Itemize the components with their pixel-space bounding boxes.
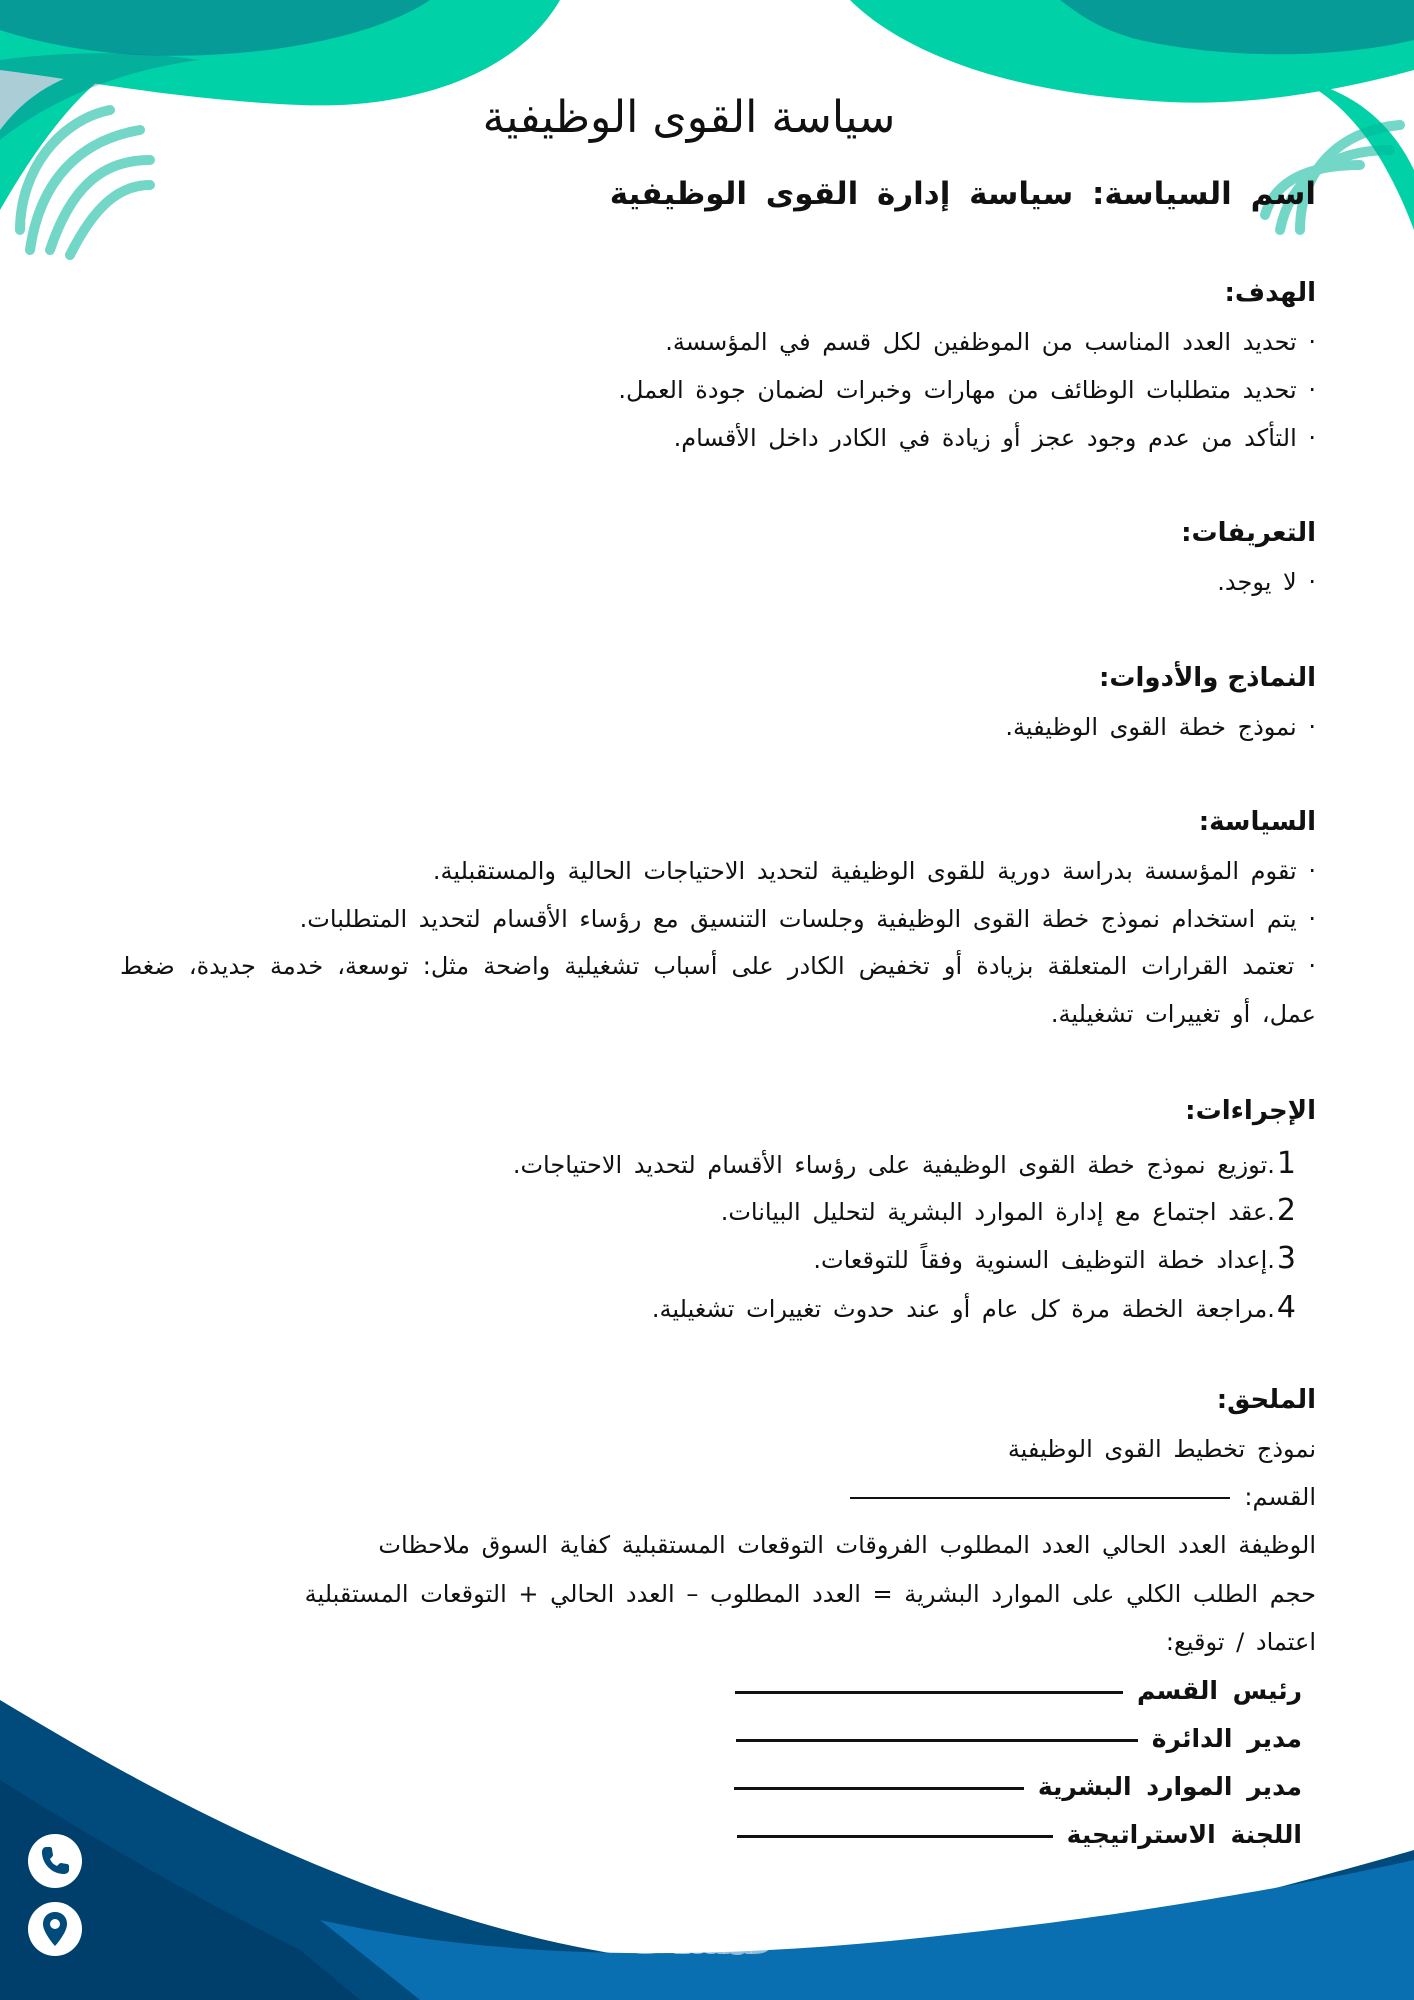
department-label: القسم:	[1244, 1483, 1316, 1511]
signature-line	[734, 1787, 1024, 1790]
policy-item: · يتم استخدام نموذج خطة القوى الوظيفية وجلسات التنسيق مع رؤساء الأقسام لتحديد المتطلبات.	[299, 905, 1316, 933]
goal-item: · تحديد العدد المناسب من الموظفين لكل قسم في المؤسسة.	[665, 328, 1316, 356]
bullet: ·	[1296, 905, 1316, 933]
bullet: ·	[1296, 424, 1316, 452]
signature-line	[736, 1739, 1138, 1742]
appendix-table-header: الوظيفة العدد الحالي العدد المطلوب الفروقات التوقعات المستقبلية كفاية السوق ملاحظات	[378, 1531, 1316, 1559]
bullet: ·	[1296, 376, 1316, 404]
policy-name-value: سياسة إدارة القوى الوظيفية	[609, 176, 1074, 212]
phone-icon[interactable]	[28, 1834, 82, 1888]
procedure-item: 2.عقد اجتماع مع إدارة الموارد البشرية لتحليل البيانات.	[720, 1193, 1296, 1228]
goal-item: · تحديد متطلبات الوظائف من مهارات وخبرات لضمان جودة العمل.	[618, 376, 1316, 404]
appendix-heading: الملحق:	[1216, 1385, 1316, 1415]
procedures-heading: الإجراءات:	[1185, 1096, 1316, 1126]
policy-heading: السياسة:	[1198, 807, 1316, 837]
policy-item: · تعتمد القرارات المتعلقة بزيادة أو تخفيض الكادر على أسباب تشغيلية واضحة مثل: توسعة، خدمة جديدة، ضغط عمل، أو تغييرات تشغيلية.	[120, 952, 1316, 1028]
phone-icon	[28, 1834, 82, 1888]
signature-row	[736, 1724, 1302, 1753]
definitions-item: · لا يوجد.	[1217, 568, 1316, 596]
signature-row	[734, 1772, 1302, 1801]
department-blank-line	[850, 1497, 1230, 1499]
location-pin-icon[interactable]	[28, 1902, 82, 1956]
appendix-form-title: نموذج تخطيط القوى الوظيفية	[1007, 1435, 1316, 1463]
procedure-item: 3.إعداد خطة التوظيف السنوية وفقاً للتوقعات.	[813, 1241, 1296, 1276]
department-field	[850, 1483, 1316, 1511]
goal-heading: الهدف:	[1224, 278, 1316, 308]
signatory-label: مدير الموارد البشرية	[1037, 1772, 1302, 1801]
bullet: ·	[1296, 857, 1316, 885]
definitions-heading: التعريفات:	[1181, 518, 1316, 548]
brand-watermark: خمسات	[628, 1918, 780, 1964]
signature-line	[737, 1835, 1053, 1838]
signatory-label: مدير الدائرة	[1151, 1724, 1302, 1753]
goal-item: · التأكد من عدم وجود عجز أو زيادة في الكادر داخل الأقسام.	[673, 424, 1316, 452]
policy-item: · تقوم المؤسسة بدراسة دورية للقوى الوظيفية لتحديد الاحتياجات الحالية والمستقبلية.	[432, 857, 1316, 885]
approval-label: اعتماد / توقيع:	[1165, 1628, 1316, 1656]
signature-row	[737, 1820, 1302, 1849]
bullet: ·	[1294, 952, 1316, 980]
location-pin-icon	[28, 1902, 82, 1956]
appendix-formula: حجم الطلب الكلي على الموارد البشرية = العدد المطلوب – العدد الحالي + التوقعات المستقبلية	[304, 1580, 1316, 1608]
forms-item: · نموذج خطة القوى الوظيفية.	[1005, 713, 1316, 741]
bullet: ·	[1296, 568, 1316, 596]
procedure-item: 1.توزيع نموذج خطة القوى الوظيفية على رؤساء الأقسام لتحديد الاحتياجات.	[512, 1146, 1296, 1181]
policy-name-label: اسم السياسة:	[1091, 176, 1316, 212]
policy-name	[610, 176, 1316, 212]
bullet: ·	[1296, 328, 1316, 356]
signatory-label: اللجنة الاستراتيجية	[1066, 1820, 1302, 1849]
procedure-item: 4.مراجعة الخطة مرة كل عام أو عند حدوث تغييرات تشغيلية.	[651, 1290, 1296, 1325]
bullet: ·	[1296, 713, 1316, 741]
policy-document	[120, 0, 1316, 2000]
page-title: سياسة القوى الوظيفية	[482, 92, 896, 143]
signatory-label: رئيس القسم	[1136, 1676, 1302, 1705]
signature-row	[735, 1676, 1302, 1705]
signature-line	[735, 1691, 1123, 1694]
forms-heading: النماذج والأدوات:	[1099, 663, 1316, 693]
